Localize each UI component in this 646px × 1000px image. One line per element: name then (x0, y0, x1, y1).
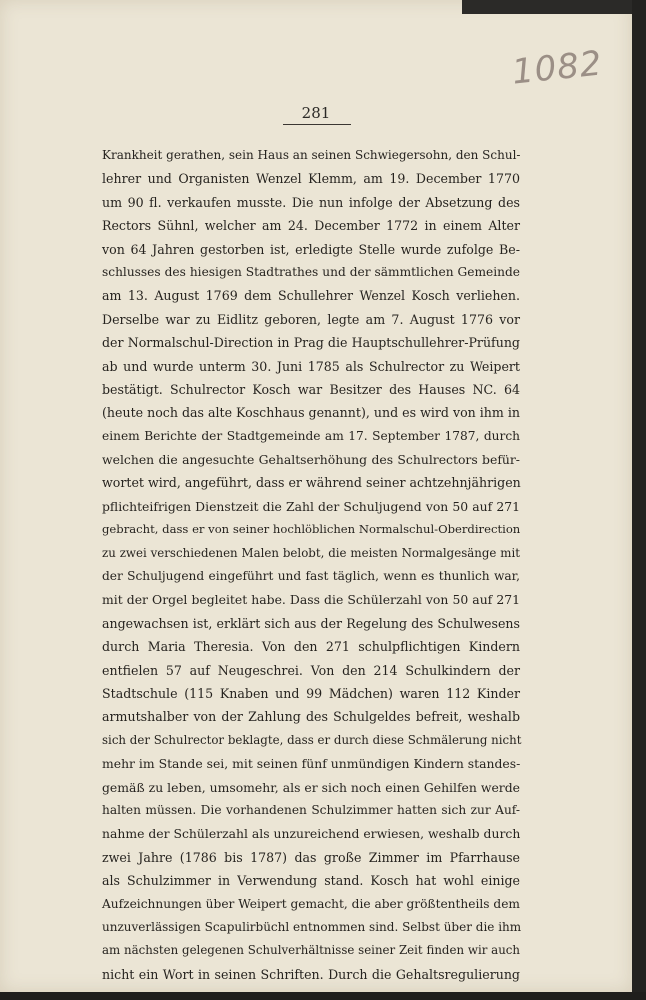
text-line: Stadtschule (115 Knaben und 99 Mädchen) waren 112 Kinder (102, 685, 520, 701)
scan-bottom-edge (0, 992, 646, 1000)
text-line: am nächsten gelegenen Schulverhältnisse seiner Zeit finden wir auch (102, 943, 520, 958)
text-line: ab und wurde unterm 30. Juni 1785 als Schulrector zu Weipert (102, 358, 520, 374)
text-line: (heute noch das alte Koschhaus genannt), und es wird von ihm in (102, 405, 520, 421)
text-line: welchen die angesuchte Gehaltserhöhung des Schulrectors befür- (102, 452, 520, 468)
text-line: nicht ein Wort in seinen Schriften. Durch die Gehaltsregulierung (102, 966, 520, 982)
text-line: schlusses des hiesigen Stadtrathes und der sämmtlichen Gemeinde (102, 264, 520, 279)
text-line: Aufzeichnungen über Weipert gemacht, die aber größtentheils dem (102, 896, 520, 911)
text-line: am 13. August 1769 dem Schullehrer Wenzel Kosch verliehen. (102, 288, 520, 304)
text-line: nahme der Schülerzahl als unzureichend erwiesen, weshalb durch (102, 826, 521, 842)
text-line: wortet wird, angeführt, dass er während seiner achtzehnjährigen (102, 475, 521, 491)
text-line: mit der Orgel begleitet habe. Dass die Schülerzahl von 50 auf 271 (102, 592, 520, 608)
handwritten-margin-note: 1082 (510, 43, 605, 93)
text-line: Krankheit gerathen, sein Haus an seinen Schwiegersohn, den Schul- (102, 148, 521, 162)
text-line: angewachsen ist, erklärt sich aus der Regelung des Schulwesens (102, 615, 520, 631)
body-text (102, 144, 520, 986)
text-line: gebracht, dass er von seiner hochlöblichen Normalschul-Oberdirection (102, 522, 521, 537)
text-line: einem Berichte der Stadtgemeinde am 17. September 1787, durch (102, 428, 520, 443)
page-number-rule (283, 124, 351, 125)
text-line: entfielen 57 auf Neugeschrei. Von den 214 Schulkindern der (102, 662, 520, 678)
text-line: lehrer und Organisten Wenzel Klemm, am 19. December 1770 (102, 171, 520, 187)
text-line: als Schulzimmer in Verwendung stand. Kosch hat wohl einige (102, 873, 520, 889)
text-line: der Schuljugend eingeführt und fast täglich, wenn es thunlich war, (102, 569, 520, 584)
page-number: 281 (301, 104, 331, 122)
text-line: durch Maria Theresia. Von den 271 schulpflichtigen Kindern (102, 639, 520, 655)
text-line: unzuverlässigen Scapulirbüchl entnommen sind. Selbst über die ihm (102, 919, 522, 934)
text-line: zu zwei verschiedenen Malen belobt, die meisten Normalgesänge mit (102, 545, 520, 560)
text-line: halten müssen. Die vorhandenen Schulzimmer hatten sich zur Auf- (102, 802, 520, 817)
page-notch (462, 0, 632, 14)
text-line: armutshalber von der Zahlung des Schulgeldes befreit, weshalb (102, 709, 520, 725)
text-line: von 64 Jahren gestorben ist, erledigte Stelle wurde zufolge Be- (102, 241, 520, 257)
text-line: zwei Jahre (1786 bis 1787) das große Zimmer im Pfarrhause (102, 849, 520, 865)
text-line: bestätigt. Schulrector Kosch war Besitzer des Hauses NC. 64 (102, 381, 520, 397)
text-line: Rectors Sühnl, welcher am 24. December 1772 in einem Alter (102, 218, 520, 234)
text-line: pflichteifrigen Dienstzeit die Zahl der Schuljugend von 50 auf 271 (102, 498, 520, 514)
scan-right-edge (632, 0, 646, 1000)
text-line: gemäß zu leben, umsomehr, als er sich noch einen Gehilfen werde (102, 779, 520, 795)
text-line: Derselbe war zu Eidlitz geboren, legte am 7. August 1776 vor (102, 311, 520, 327)
text-line: um 90 fl. verkaufen musste. Die nun infolge der Absetzung des (102, 194, 520, 210)
text-line: der Normalschul-Direction in Prag die Hauptschullehrer-Prüfung (102, 335, 520, 351)
text-line: mehr im Stande sei, mit seinen fünf unmündigen Kindern standes- (102, 756, 521, 772)
text-line: sich der Schulrector beklagte, dass er durch diese Schmälerung nicht (102, 732, 522, 747)
